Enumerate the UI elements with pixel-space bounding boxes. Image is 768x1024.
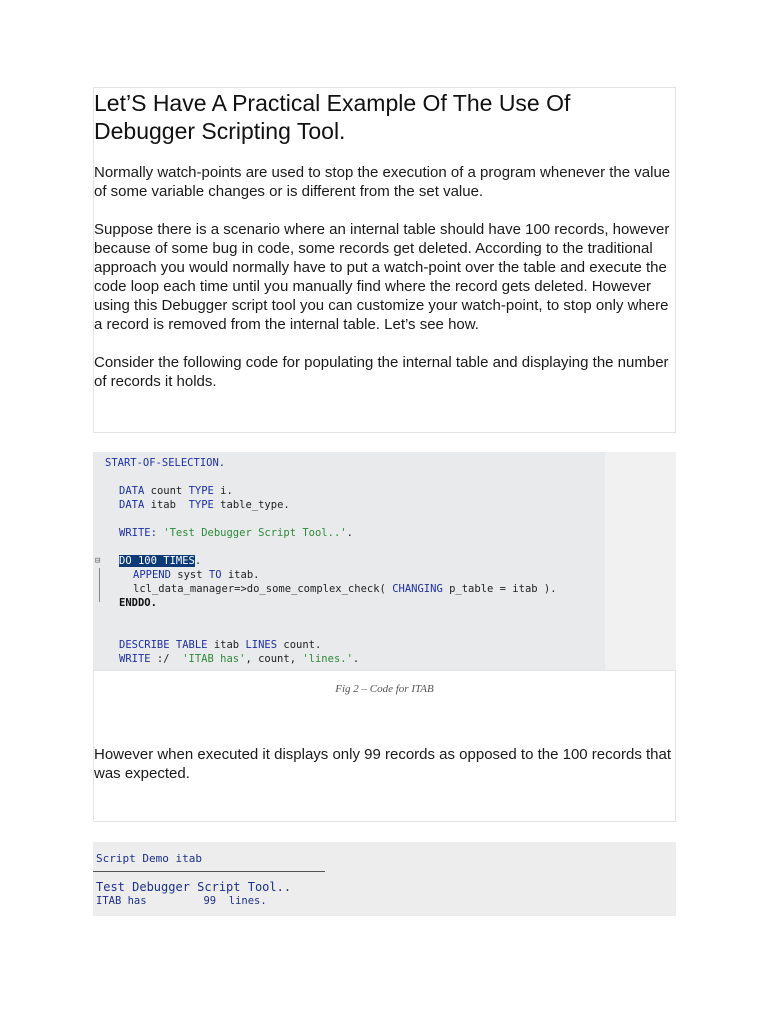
code-line: DO 100 TIMES.	[119, 555, 202, 567]
caption-section	[93, 670, 676, 822]
article-heading: Let’S Have A Practical Example Of The Use Of Debugger Scripting Tool.	[94, 90, 571, 144]
collapse-toggle-icon[interactable]: ⊟	[95, 556, 101, 566]
paragraph-watchpoints: Normally watch-points are used to stop the execution of a program whenever the value of some variable changes or is different from the set value.	[94, 164, 671, 200]
figure-caption: Fig 2 – Code for ITAB	[335, 683, 434, 695]
code-line: WRITE: 'Test Debugger Script Tool..'.	[119, 527, 353, 539]
paragraph-consider: Consider the following code for populating the internal table and displaying the number of records it holds.	[94, 354, 669, 390]
code-line: DATA count TYPE i.	[119, 485, 233, 497]
code-line: DATA itab TYPE table_type.	[119, 499, 290, 511]
selected-code: DO 100 TIMES	[119, 555, 195, 567]
output-title: Script Demo itab	[96, 852, 202, 865]
code-editor-panel	[93, 452, 605, 670]
intro-section	[93, 87, 676, 433]
code-line: WRITE :/ 'ITAB has', count, 'lines.'.	[119, 653, 360, 665]
output-line: ITAB has 99 lines.	[96, 895, 267, 907]
fold-bracket	[99, 568, 100, 602]
code-screenshot	[93, 452, 676, 670]
output-line: Test Debugger Script Tool..	[96, 880, 292, 894]
code-line: DESCRIBE TABLE itab LINES count.	[119, 639, 322, 651]
paragraph-scenario: Suppose there is a scenario where an internal table should have 100 records, however because of some bug in code, some records get deleted. According to the traditional approach you would normally have to put a watch-point over the table and execute the code loop each time until you manually find where the record gets deleted. However using this Debugger script tool you can customize your watch-point, to stop only where a record is removed from the internal table. Let’s see how.	[94, 221, 670, 333]
paragraph-result: However when executed it displays only 99 records as opposed to the 100 records that was expected.	[94, 746, 672, 782]
code-line: START-OF-SELECTION.	[105, 457, 226, 469]
output-divider	[93, 871, 325, 872]
output-screenshot	[93, 842, 676, 916]
code-line: ENDDO.	[119, 597, 157, 609]
code-line: APPEND syst TO itab.	[133, 569, 260, 581]
code-line: lcl_data_manager=>do_some_complex_check( CHANGING p_table = itab ).	[133, 583, 557, 595]
